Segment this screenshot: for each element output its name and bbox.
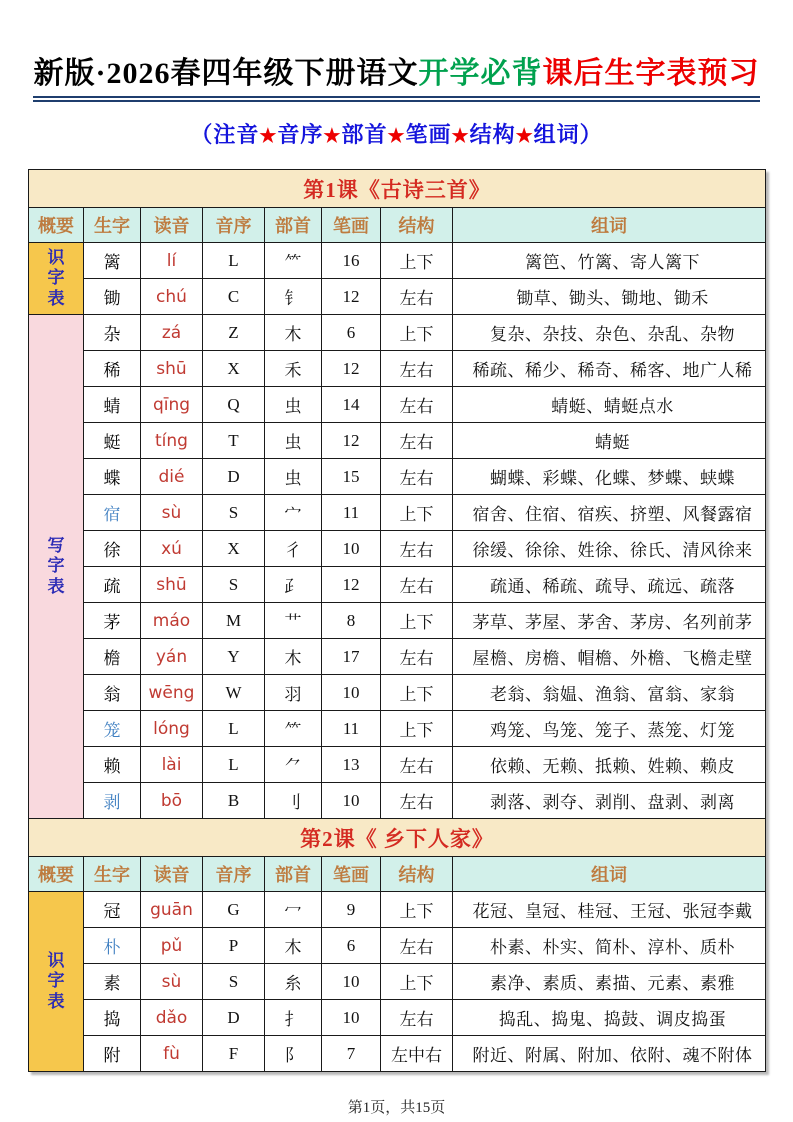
subtitle-item: 组词 xyxy=(533,122,580,147)
star-icon: ★ xyxy=(323,126,342,147)
word-group-cell: 蝴蝶、彩蝶、化蝶、梦蝶、蛱蝶 xyxy=(453,459,766,495)
pinyin-cell: lài xyxy=(141,747,203,783)
column-header: 生字 xyxy=(84,208,141,243)
vocab-row xyxy=(29,711,766,747)
radical-cell: 糸 xyxy=(265,964,322,1000)
vocab-row xyxy=(29,279,766,315)
radical-cell: 扌 xyxy=(265,1000,322,1036)
stroke-count-cell: 11 xyxy=(322,495,381,531)
subtitle-item: 注音 xyxy=(213,122,260,147)
stroke-count-cell: 15 xyxy=(322,459,381,495)
character-cell: 剥 xyxy=(84,783,141,819)
structure-cell: 上下 xyxy=(381,495,453,531)
pinyin-cell: fù xyxy=(141,1036,203,1072)
stroke-count-cell: 16 xyxy=(322,243,381,279)
alphabetical-order-cell: P xyxy=(203,928,265,964)
group-label xyxy=(29,315,84,819)
column-header: 结构 xyxy=(381,857,453,892)
subtitle-item: 音序 xyxy=(277,122,324,147)
word-group-cell: 茅草、茅屋、茅舍、茅房、名列前茅 xyxy=(453,603,766,639)
radical-cell: 彳 xyxy=(265,531,322,567)
structure-cell: 左右 xyxy=(381,459,453,495)
alphabetical-order-cell: L xyxy=(203,243,265,279)
pinyin-cell: máo xyxy=(141,603,203,639)
character-cell: 附 xyxy=(84,1036,141,1072)
subtitle-item: 结构 xyxy=(469,122,516,147)
pinyin-cell: dié xyxy=(141,459,203,495)
character-cell: 蜓 xyxy=(84,423,141,459)
radical-cell: 冖 xyxy=(265,892,322,928)
vocab-row xyxy=(29,351,766,387)
structure-cell: 左右 xyxy=(381,279,453,315)
radical-cell: 虫 xyxy=(265,423,322,459)
alphabetical-order-cell: L xyxy=(203,747,265,783)
word-group-cell: 屋檐、房檐、帽檐、外檐、飞檐走壁 xyxy=(453,639,766,675)
stroke-count-cell: 12 xyxy=(322,351,381,387)
character-cell: 冠 xyxy=(84,892,141,928)
stroke-count-cell: 10 xyxy=(322,783,381,819)
stroke-count-cell: 10 xyxy=(322,964,381,1000)
page-subtitle xyxy=(0,118,793,149)
alphabetical-order-cell: Y xyxy=(203,639,265,675)
word-group-cell: 锄草、锄头、锄地、锄禾 xyxy=(453,279,766,315)
alphabetical-order-cell: Q xyxy=(203,387,265,423)
column-header: 概要 xyxy=(29,857,84,892)
pinyin-cell: wēng xyxy=(141,675,203,711)
column-header: 生字 xyxy=(84,857,141,892)
vocab-row xyxy=(29,423,766,459)
radical-cell: ⺮ xyxy=(265,243,322,279)
structure-cell: 上下 xyxy=(381,711,453,747)
radical-cell: 虫 xyxy=(265,459,322,495)
vocab-row xyxy=(29,387,766,423)
pinyin-cell: dǎo xyxy=(141,1000,203,1036)
pinyin-cell: zá xyxy=(141,315,203,351)
radical-cell: 宀 xyxy=(265,495,322,531)
word-group-cell: 依赖、无赖、抵赖、姓赖、赖皮 xyxy=(453,747,766,783)
column-header: 结构 xyxy=(381,208,453,243)
word-group-cell: 朴素、朴实、简朴、淳朴、质朴 xyxy=(453,928,766,964)
word-group-cell: 宿舍、住宿、宿疾、挤塑、风餐露宿 xyxy=(453,495,766,531)
structure-cell: 左右 xyxy=(381,531,453,567)
word-group-cell: 蜻蜓、蜻蜓点水 xyxy=(453,387,766,423)
group-label-char: 表 xyxy=(47,576,65,596)
subtitle-close-paren: ） xyxy=(579,122,603,147)
stroke-count-cell: 6 xyxy=(322,315,381,351)
stroke-count-cell: 6 xyxy=(322,928,381,964)
course-header-row xyxy=(29,819,766,857)
vocab-row xyxy=(29,928,766,964)
pinyin-cell: pǔ xyxy=(141,928,203,964)
vocab-row xyxy=(29,567,766,603)
word-group-cell: 复杂、杂技、杂色、杂乱、杂物 xyxy=(453,315,766,351)
word-group-cell: 疏通、稀疏、疏导、疏远、疏落 xyxy=(453,567,766,603)
stroke-count-cell: 10 xyxy=(322,675,381,711)
vocab-row xyxy=(29,243,766,279)
stroke-count-cell: 11 xyxy=(322,711,381,747)
character-cell: 赖 xyxy=(84,747,141,783)
character-cell: 捣 xyxy=(84,1000,141,1036)
structure-cell: 上下 xyxy=(381,243,453,279)
structure-cell: 上下 xyxy=(381,315,453,351)
alphabetical-order-cell: T xyxy=(203,423,265,459)
group-label xyxy=(29,892,84,1072)
vocab-row xyxy=(29,495,766,531)
radical-cell: 艹 xyxy=(265,603,322,639)
group-label-char: 识 xyxy=(47,950,65,970)
alphabetical-order-cell: Z xyxy=(203,315,265,351)
pinyin-cell: chú xyxy=(141,279,203,315)
structure-cell: 上下 xyxy=(381,603,453,639)
vocab-row xyxy=(29,1036,766,1072)
group-label xyxy=(29,243,84,315)
structure-cell: 左右 xyxy=(381,423,453,459)
character-cell: 翁 xyxy=(84,675,141,711)
alphabetical-order-cell: D xyxy=(203,459,265,495)
stroke-count-cell: 12 xyxy=(322,423,381,459)
vocab-row xyxy=(29,964,766,1000)
character-cell: 笼 xyxy=(84,711,141,747)
alphabetical-order-cell: G xyxy=(203,892,265,928)
word-group-cell: 蜻蜓 xyxy=(453,423,766,459)
character-cell: 檐 xyxy=(84,639,141,675)
alphabetical-order-cell: S xyxy=(203,567,265,603)
radical-cell: 木 xyxy=(265,928,322,964)
group-label-char: 识 xyxy=(47,247,65,267)
character-cell: 蜻 xyxy=(84,387,141,423)
pinyin-cell: tíng xyxy=(141,423,203,459)
structure-cell: 左右 xyxy=(381,1000,453,1036)
pinyin-cell: lóng xyxy=(141,711,203,747)
pinyin-cell: lí xyxy=(141,243,203,279)
subtitle-item: 部首 xyxy=(341,122,388,147)
column-header: 读音 xyxy=(141,208,203,243)
radical-cell: 钅 xyxy=(265,279,322,315)
pinyin-cell: yán xyxy=(141,639,203,675)
structure-cell: 左右 xyxy=(381,747,453,783)
structure-cell: 上下 xyxy=(381,892,453,928)
column-header: 组词 xyxy=(453,208,766,243)
word-group-cell: 剥落、剥夺、剥削、盘剥、剥离 xyxy=(453,783,766,819)
radical-cell: 阝 xyxy=(265,1036,322,1072)
column-header: 笔画 xyxy=(322,857,381,892)
group-label-char: 写 xyxy=(47,535,65,555)
stroke-count-cell: 13 xyxy=(322,747,381,783)
radical-cell: 禾 xyxy=(265,351,322,387)
stroke-count-cell: 10 xyxy=(322,531,381,567)
group-label-char: 表 xyxy=(47,288,65,308)
pinyin-cell: xú xyxy=(141,531,203,567)
word-group-cell: 鸡笼、鸟笼、笼子、蒸笼、灯笼 xyxy=(453,711,766,747)
structure-cell: 左右 xyxy=(381,783,453,819)
stroke-count-cell: 17 xyxy=(322,639,381,675)
alphabetical-order-cell: B xyxy=(203,783,265,819)
stroke-count-cell: 12 xyxy=(322,567,381,603)
column-header: 部首 xyxy=(265,857,322,892)
star-icon: ★ xyxy=(259,126,278,147)
word-group-cell: 附近、附属、附加、依附、魂不附体 xyxy=(453,1036,766,1072)
structure-cell: 左右 xyxy=(381,567,453,603)
group-label-char: 表 xyxy=(47,991,65,1011)
structure-cell: 上下 xyxy=(381,964,453,1000)
radical-cell: 羽 xyxy=(265,675,322,711)
character-cell: 杂 xyxy=(84,315,141,351)
character-cell: 宿 xyxy=(84,495,141,531)
structure-cell: 左右 xyxy=(381,639,453,675)
radical-cell: 木 xyxy=(265,315,322,351)
alphabetical-order-cell: X xyxy=(203,351,265,387)
structure-cell: 左右 xyxy=(381,351,453,387)
alphabetical-order-cell: D xyxy=(203,1000,265,1036)
group-label-char: 字 xyxy=(47,971,65,991)
stroke-count-cell: 9 xyxy=(322,892,381,928)
pinyin-cell: sù xyxy=(141,495,203,531)
title-highlight-red: 课后生字表预习 xyxy=(542,57,760,90)
vocab-row xyxy=(29,783,766,819)
column-header: 音序 xyxy=(203,857,265,892)
alphabetical-order-cell: M xyxy=(203,603,265,639)
stroke-count-cell: 10 xyxy=(322,1000,381,1036)
page-title xyxy=(33,48,759,102)
character-cell: 蝶 xyxy=(84,459,141,495)
group-label-char: 字 xyxy=(47,556,65,576)
column-header: 组词 xyxy=(453,857,766,892)
vocab-row xyxy=(29,1000,766,1036)
course-header-row xyxy=(29,170,766,208)
column-header: 音序 xyxy=(203,208,265,243)
alphabetical-order-cell: C xyxy=(203,279,265,315)
vocab-row xyxy=(29,315,766,351)
vocab-row xyxy=(29,459,766,495)
column-header: 部首 xyxy=(265,208,322,243)
pinyin-cell: guān xyxy=(141,892,203,928)
vocab-row xyxy=(29,892,766,928)
vocab-table xyxy=(28,169,766,1072)
word-group-cell: 素净、素质、素描、元素、素雅 xyxy=(453,964,766,1000)
alphabetical-order-cell: S xyxy=(203,495,265,531)
character-cell: 锄 xyxy=(84,279,141,315)
stroke-count-cell: 8 xyxy=(322,603,381,639)
vocab-row xyxy=(29,639,766,675)
pinyin-cell: shū xyxy=(141,351,203,387)
alphabetical-order-cell: X xyxy=(203,531,265,567)
character-cell: 朴 xyxy=(84,928,141,964)
character-cell: 素 xyxy=(84,964,141,1000)
group-label-char: 字 xyxy=(47,268,65,288)
radical-cell: 虫 xyxy=(265,387,322,423)
star-icon: ★ xyxy=(515,126,534,147)
vocab-row xyxy=(29,531,766,567)
radical-cell: ⺮ xyxy=(265,711,322,747)
word-group-cell: 花冠、皇冠、桂冠、王冠、张冠李戴 xyxy=(453,892,766,928)
course-title: 第1课《古诗三首》 xyxy=(29,170,766,208)
structure-cell: 上下 xyxy=(381,675,453,711)
stroke-count-cell: 12 xyxy=(322,279,381,315)
course-title: 第2课《 乡下人家》 xyxy=(29,819,766,857)
character-cell: 徐 xyxy=(84,531,141,567)
pinyin-cell: qīng xyxy=(141,387,203,423)
radical-cell: 刂 xyxy=(265,783,322,819)
word-group-cell: 徐缓、徐徐、姓徐、徐氏、清风徐来 xyxy=(453,531,766,567)
radical-cell: ⺈ xyxy=(265,747,322,783)
vocab-row xyxy=(29,675,766,711)
word-group-cell: 稀疏、稀少、稀奇、稀客、地广人稀 xyxy=(453,351,766,387)
character-cell: 疏 xyxy=(84,567,141,603)
vocab-row xyxy=(29,603,766,639)
structure-cell: 左右 xyxy=(381,928,453,964)
page-header xyxy=(0,0,793,149)
page-number: 第1页，共15页 xyxy=(347,1100,446,1116)
radical-cell: ⺪ xyxy=(265,567,322,603)
word-group-cell: 篱笆、竹篱、寄人篱下 xyxy=(453,243,766,279)
radical-cell: 木 xyxy=(265,639,322,675)
stroke-count-cell: 7 xyxy=(322,1036,381,1072)
column-header: 概要 xyxy=(29,208,84,243)
column-header-row xyxy=(29,208,766,243)
alphabetical-order-cell: S xyxy=(203,964,265,1000)
character-cell: 茅 xyxy=(84,603,141,639)
alphabetical-order-cell: L xyxy=(203,711,265,747)
word-group-cell: 捣乱、捣鬼、捣鼓、调皮捣蛋 xyxy=(453,1000,766,1036)
column-header: 笔画 xyxy=(322,208,381,243)
star-icon: ★ xyxy=(451,126,470,147)
column-header: 读音 xyxy=(141,857,203,892)
alphabetical-order-cell: W xyxy=(203,675,265,711)
title-edition: 新版·2026春四年级下册语文 xyxy=(33,57,419,90)
column-header-row xyxy=(29,857,766,892)
character-cell: 稀 xyxy=(84,351,141,387)
subtitle-open-paren: （ xyxy=(190,122,214,147)
character-cell: 篱 xyxy=(84,243,141,279)
vocab-table-wrap xyxy=(28,169,765,1072)
alphabetical-order-cell: F xyxy=(203,1036,265,1072)
structure-cell: 左中右 xyxy=(381,1036,453,1072)
structure-cell: 左右 xyxy=(381,387,453,423)
stroke-count-cell: 14 xyxy=(322,387,381,423)
title-highlight-green: 开学必背 xyxy=(418,57,543,90)
pinyin-cell: bō xyxy=(141,783,203,819)
word-group-cell: 老翁、翁媪、渔翁、富翁、家翁 xyxy=(453,675,766,711)
subtitle-item: 笔画 xyxy=(405,122,452,147)
pinyin-cell: sù xyxy=(141,964,203,1000)
pinyin-cell: shū xyxy=(141,567,203,603)
star-icon: ★ xyxy=(387,126,406,147)
vocab-row xyxy=(29,747,766,783)
